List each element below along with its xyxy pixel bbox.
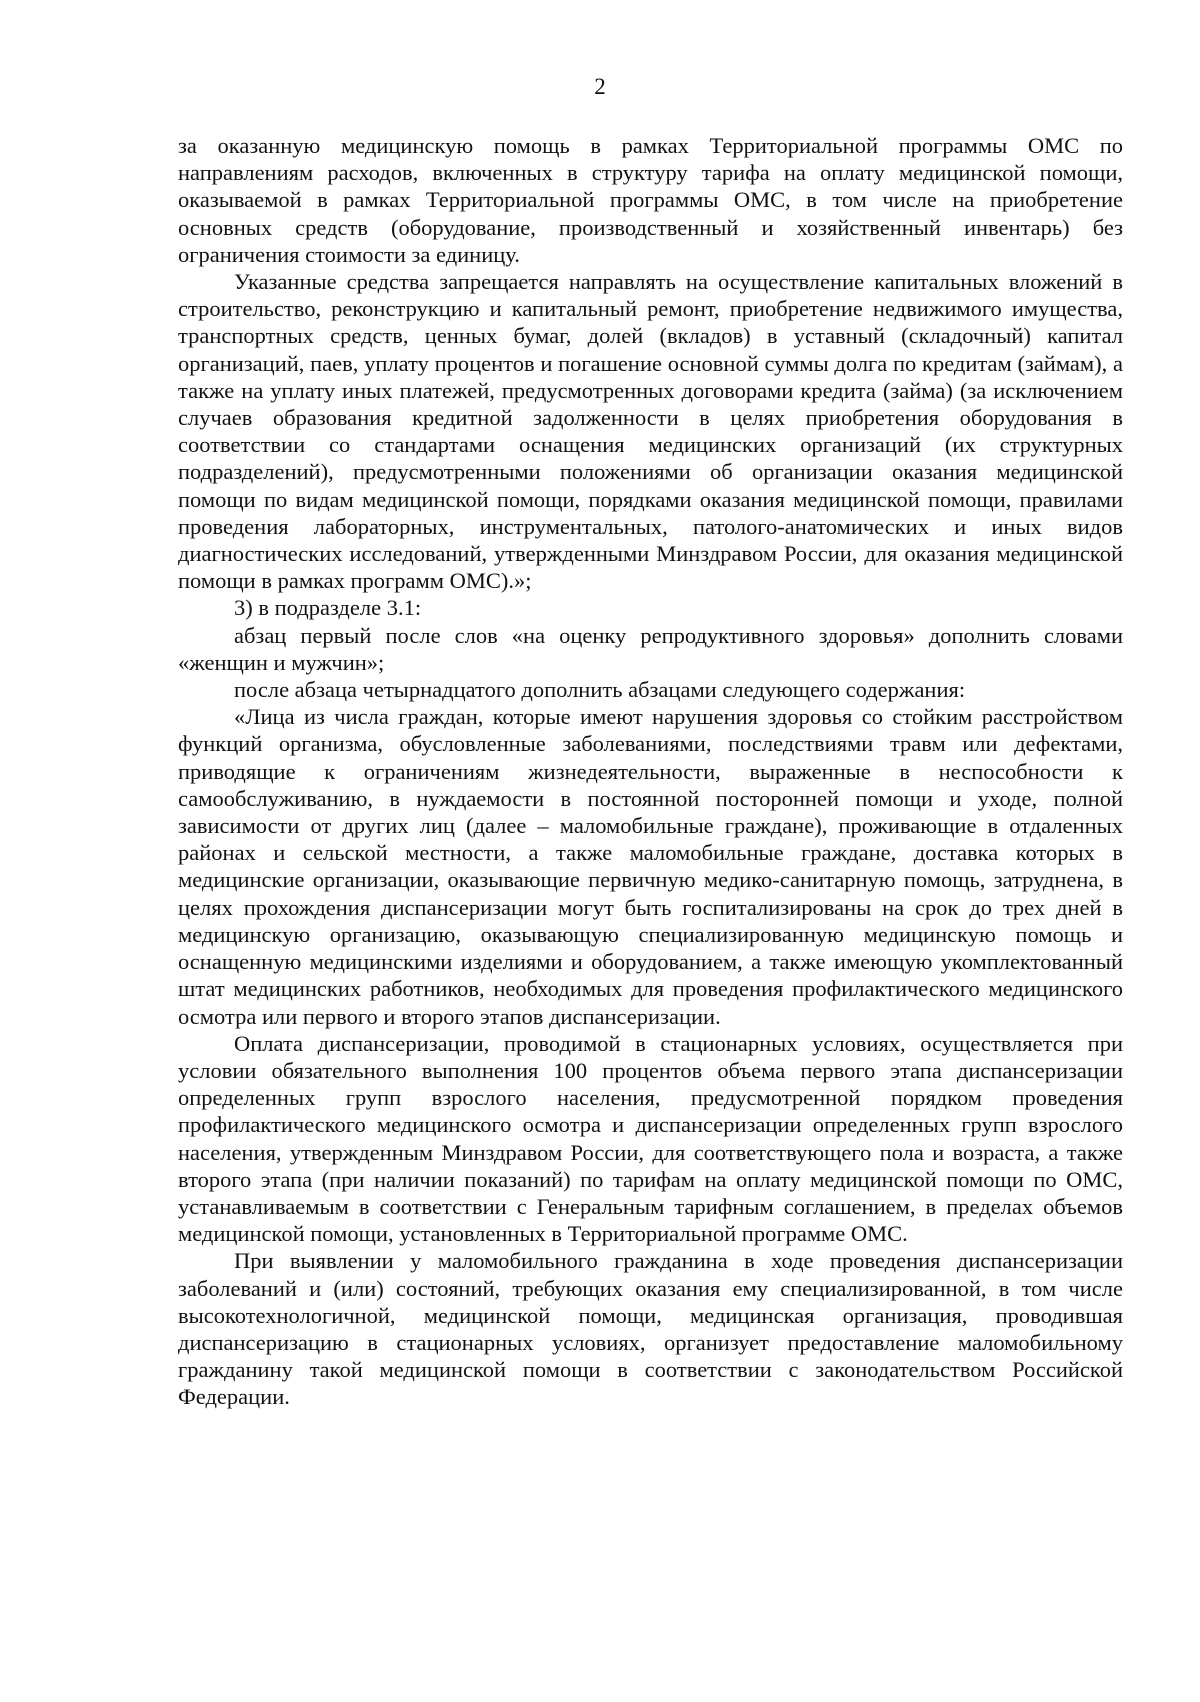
paragraph-4: абзац первый после слов «на оценку репродуктивного здоровья» дополнить словами «женщин и мужчин»; [178, 622, 1123, 675]
paragraph-1: за оказанную медицинскую помощь в рамках Территориальной программы ОМС по направлениям расходов, включенных в структуру тарифа на оплату медицинской помощи, оказываемой в рамках Территориальной программы ОМС, в том числе на приобретение основных средств (оборудование, производственный и хозяйственный инвентарь) без ограничения стоимости за единицу. [178, 133, 1123, 267]
page-number: 2 [594, 74, 606, 99]
paragraph-2: Указанные средства запрещается направлять на осуществление капитальных вложений в строительство, реконструкцию и капитальный ремонт, приобретение недвижимого имущества, транспортных средств, ценных бумаг, долей (вкладов) в уставный (складочный) капитал организаций, паев, уплату процентов и погашение основной суммы долга по кредитам (займам), а также на уплату иных платежей, предусмотренных договорами кредита (займа) (за исключением случаев образования кредитной задолженности в целях приобретения оборудования в соответствии со стандартами оснащения медицинских организаций (их структурных подразделений), предусмотренными положениями об организации оказания медицинской помощи по видам медицинской помощи, порядками оказания медицинской помощи, правилами проведения лабораторных, инструментальных, патолого-анатомических и иных видов диагностических исследований, утвержденными Минздравом России, для оказания медицинской помощи в рамках программ ОМС).»; [178, 269, 1123, 594]
paragraph-8: При выявлении у маломобильного гражданина в ходе проведения диспансеризации заболеваний и (или) состояний, требующих оказания ему специализированной, в том числе высокотехнологичной, медицинской помощи, медицинская организация, проводившая диспансеризацию в стационарных условиях, организует предоставление маломобильному гражданину такой медицинской помощи в соответствии с законодательством Российской Федерации. [178, 1248, 1123, 1410]
paragraph-7: Оплата диспансеризации, проводимой в стационарных условиях, осуществляется при условии обязательного выполнения 100 процентов объема первого этапа диспансеризации определенных групп взрослого населения, предусмотренной порядком проведения профилактического медицинского осмотра и диспансеризации определенных групп взрослого населения, утвержденным Минздравом России, для соответствующего пола и возраста, а также второго этапа (при наличии показаний) по тарифам на оплату медицинской помощи по ОМС, устанавливаемым в соответствии с Генеральным тарифным соглашением, в пределах объемов медицинской помощи, установленных в Территориальной программе ОМС. [178, 1030, 1123, 1247]
document-body [178, 132, 1123, 1411]
paragraph-3: 3) в подразделе 3.1: [234, 595, 422, 621]
paragraph-5: после абзаца четырнадцатого дополнить абзацами следующего содержания: [234, 677, 966, 703]
paragraph-6: «Лица из числа граждан, которые имеют нарушения здоровья со стойким расстройством функций организма, обусловленные заболеваниями, последствиями травм или дефектами, приводящие к ограничениям жизнедеятельности, выраженные в неспособности к самообслуживанию, в нуждаемости в постоянной посторонней помощи и уходе, полной зависимости от других лиц (далее – маломобильные граждане), проживающие в отдаленных районах и сельской местности, а также маломобильные граждане, доставка которых в медицинские организации, оказывающие первичную медико-санитарную помощь, затруднена, в целях прохождения диспансеризации могут быть госпитализированы на срок до трех дней в медицинскую организацию, оказывающую специализированную медицинскую помощь и оснащенную медицинскими изделиями и оборудованием, а также имеющую укомплектованный штат медицинских работников, необходимых для проведения профилактического медицинского осмотра или первого и второго этапов диспансеризации. [178, 704, 1123, 1029]
